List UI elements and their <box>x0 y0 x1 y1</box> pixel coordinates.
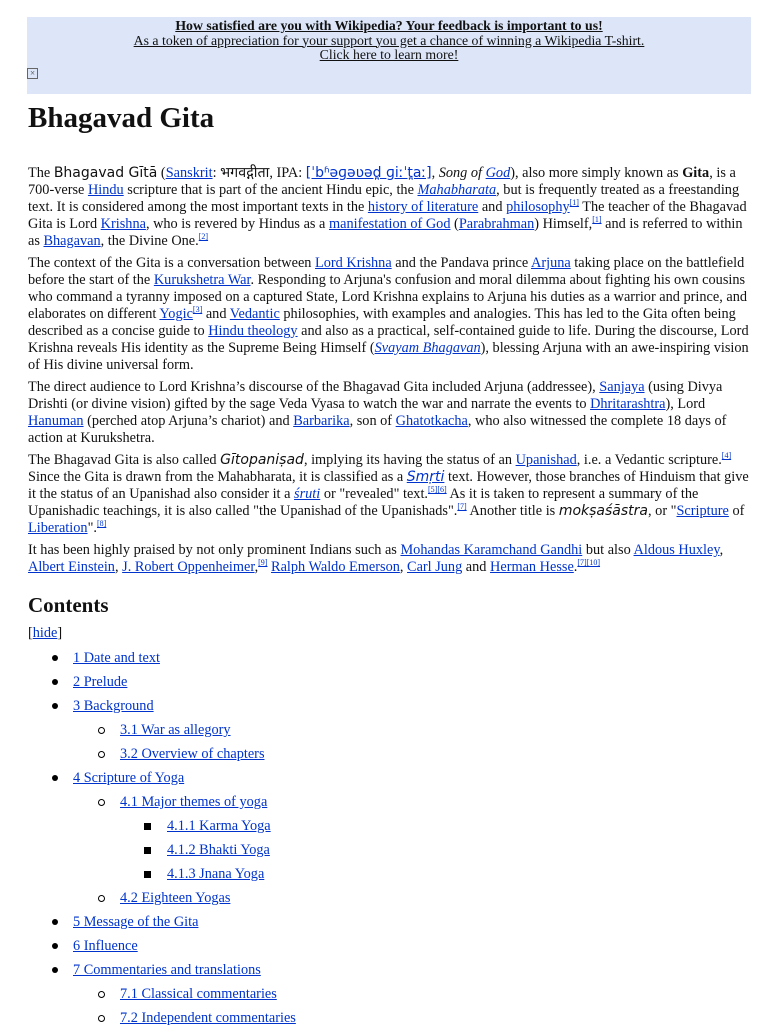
toc-link[interactable]: 1 Date and text <box>73 650 160 666</box>
link-manifestation-of-god[interactable]: manifestation of God <box>328 216 451 232</box>
toc-item <box>28 670 752 694</box>
link-kurukshetra-war[interactable]: Kurukshetra War <box>153 272 251 288</box>
text: (perched atop Arjuna’s chariot) and <box>83 413 294 429</box>
square-bullet-icon <box>144 847 151 854</box>
toc-link[interactable]: 3.1 War as allegory <box>120 722 231 738</box>
toc-link[interactable]: 4.1.3 Jnana Yoga <box>167 866 265 882</box>
link-einstein[interactable]: Albert Einstein <box>28 559 115 575</box>
text: , who is revered by Hindus as a <box>145 216 329 232</box>
text: and is referred to within as <box>28 216 743 249</box>
text: , implying its having the status of an <box>303 452 516 468</box>
citation-link[interactable]: [2] <box>198 232 209 241</box>
text: ( <box>450 216 459 232</box>
square-bullet-icon <box>144 871 151 878</box>
close-icon[interactable]: × <box>27 68 38 79</box>
text: and <box>478 199 507 215</box>
link-history-of-literature[interactable]: history of literature <box>367 199 479 215</box>
link-smriti[interactable]: Smṛti <box>406 469 445 485</box>
text: . Responding to Arjuna's confusion and moral dilemma about fighting his own cousins who command a tyranny imposed on a captured State, Lord Krishna explains to Arjuna his duties as a warrior and prince, and elaborates on different <box>28 272 748 322</box>
link-krishna[interactable]: Krishna <box>100 216 146 232</box>
link-barbarika[interactable]: Barbarika <box>293 413 350 429</box>
citation-link[interactable]: [7] <box>457 502 467 511</box>
toc-toggle <box>28 625 752 642</box>
link-scripture[interactable]: Scripture <box>676 503 729 519</box>
toc-item <box>28 862 752 886</box>
toc-item <box>28 958 752 982</box>
text: and <box>202 306 230 322</box>
text: text. However, those branches of Hinduism that give it the status of an Upanishad also consider it a <box>28 469 749 502</box>
link-mahabharata[interactable]: Mahabharata <box>417 182 497 198</box>
link-hanuman[interactable]: Hanuman <box>28 413 84 429</box>
text: and the Pandava prince <box>391 255 532 271</box>
link-ipa[interactable]: [ˈbʱəɡəʋəd̪ ɡiːˈt̪aː] <box>305 165 432 181</box>
italic-term: mokṣaśāstra <box>558 503 649 519</box>
toc-heading: Contents <box>28 593 109 617</box>
disc-bullet-icon <box>52 655 58 661</box>
text: Another title is <box>466 503 559 519</box>
toc-item <box>28 814 752 838</box>
toc-item <box>28 790 752 814</box>
toc-item <box>28 838 752 862</box>
citation-link[interactable]: [1] <box>592 215 602 224</box>
banner-tshirt-link[interactable]: As a token of appreciation for your support you get a chance of winning a Wikipedia T-shirt. <box>133 32 645 48</box>
bold-text: Gita <box>682 165 710 181</box>
toc-link[interactable]: 3.2 Overview of chapters <box>120 746 265 762</box>
toc-item <box>28 742 752 766</box>
text: or "revealed" text. <box>320 486 428 502</box>
link-hesse[interactable]: Herman Hesse <box>490 559 574 575</box>
toc-item <box>28 934 752 958</box>
circle-bullet-icon <box>98 727 105 734</box>
citation-link[interactable]: [9] <box>258 558 268 567</box>
text: ), blessing Arjuna with an awe-inspiring vision of His divine universal form. <box>28 340 749 373</box>
toc-link[interactable]: 2 Prelude <box>73 674 128 690</box>
disc-bullet-icon <box>52 703 58 709</box>
circle-bullet-icon <box>98 895 105 902</box>
link-svayam-bhagavan[interactable]: Svayam Bhagavan <box>374 340 481 356</box>
text: As it is taken to represent a summary of the Upanishadic teachings, it is also called "the Upanishad of the Upanishads". <box>28 486 699 519</box>
text: ( <box>157 165 166 181</box>
link-sruti[interactable]: śruti <box>294 486 321 502</box>
disc-bullet-icon <box>52 919 58 925</box>
text: ), also more simply known as <box>510 165 683 181</box>
text: ) Himself, <box>534 216 593 232</box>
text: , son of <box>349 413 396 429</box>
toc-item <box>28 982 752 1006</box>
toc-item <box>28 886 752 910</box>
link-sanjaya[interactable]: Sanjaya <box>599 379 645 395</box>
toc-hide-link[interactable]: hide <box>32 625 58 641</box>
text: The Bhagavad Gita is also called <box>28 452 221 468</box>
square-bullet-icon <box>144 823 151 830</box>
link-huxley[interactable]: Aldous Huxley <box>633 542 720 558</box>
text: , who also witnessed the complete 18 days of action at Kurukshetra. <box>28 413 727 446</box>
text: : भगवद्गीता, IPA: <box>212 165 306 181</box>
disc-bullet-icon <box>52 775 58 781</box>
link-vedantic[interactable]: Vedantic <box>229 306 280 322</box>
text: taking place on the battlefield before the start of the <box>28 255 745 288</box>
toc-item <box>28 910 752 934</box>
text: It has been highly praised by not only prominent Indians such as <box>28 542 401 558</box>
text: . <box>573 559 578 575</box>
link-ghatotkacha[interactable]: Ghatotkacha <box>395 413 468 429</box>
status-paragraph <box>28 452 752 537</box>
feedback-banner <box>27 17 751 94</box>
toc-link[interactable]: 4 Scripture of Yoga <box>73 770 185 786</box>
text: philosophies, with examples and analogies. This has led to the Gita often being described as a concise guide to <box>28 306 736 339</box>
link-hindu-theology[interactable]: Hindu theology <box>208 323 298 339</box>
intro-paragraph <box>28 165 752 250</box>
page-title: Bhagavad Gita <box>28 102 215 134</box>
link-arjuna[interactable]: Arjuna <box>531 255 571 271</box>
text: , <box>399 559 408 575</box>
circle-bullet-icon <box>98 799 105 806</box>
link-sanskrit[interactable]: Sanskrit <box>165 165 213 181</box>
text: (using Divya Drishti (or divine vision) gifted by the sage Veda Vyasa to watch the war and narrate the events to <box>28 379 723 412</box>
link-gandhi[interactable]: Mohandas Karamchand Gandhi <box>400 542 583 558</box>
toc-link[interactable]: 7.2 Independent commentaries <box>120 1010 296 1026</box>
toc-item <box>28 718 752 742</box>
disc-bullet-icon <box>52 967 58 973</box>
text: ), Lord <box>665 396 706 412</box>
article-subject: Bhagavad Gītā <box>53 165 158 181</box>
link-hindu[interactable]: Hindu <box>87 182 124 198</box>
circle-bullet-icon <box>98 991 105 998</box>
toc-item <box>28 646 752 670</box>
banner-headline[interactable]: How satisfied are you with Wikipedia? Your feedback is important to us! <box>175 18 603 33</box>
circle-bullet-icon <box>98 1015 105 1022</box>
text: The context of the Gita is a conversation between <box>28 255 316 271</box>
link-yogic[interactable]: Yogic <box>159 306 193 322</box>
circle-bullet-icon <box>98 751 105 758</box>
bracket: ] <box>57 625 63 641</box>
disc-bullet-icon <box>52 943 58 949</box>
text: , <box>254 559 259 575</box>
text: , <box>114 559 123 575</box>
text: The <box>28 165 54 181</box>
text: , <box>719 542 724 558</box>
link-parabrahman[interactable]: Parabrahman <box>458 216 535 232</box>
disc-bullet-icon <box>52 679 58 685</box>
link-emerson[interactable]: Ralph Waldo Emerson <box>271 559 400 575</box>
text: and also as a practical, self-contained guide to life. During the discourse, Lord Krishna reveals His identity as the Supreme Being Himself ( <box>28 323 749 356</box>
toc-link[interactable]: 4.2 Eighteen Yogas <box>120 890 231 906</box>
citation-link[interactable]: [1] <box>569 198 579 207</box>
link-oppenheimer[interactable]: J. Robert Oppenheimer <box>122 559 255 575</box>
toc-item <box>28 1006 752 1030</box>
table-of-contents <box>28 646 752 1030</box>
toc-link[interactable]: 4.1.2 Bhakti Yoga <box>167 842 270 858</box>
text: , or " <box>648 503 677 519</box>
citation-link[interactable]: [4] <box>721 451 732 460</box>
text: The direct audience to Lord Krishna’s discourse of the Bhagavad Gita included Arjuna (addressee), <box>28 379 600 395</box>
text: but also <box>582 542 634 558</box>
citation-link[interactable]: [7][10] <box>577 558 601 567</box>
text: Song of <box>438 165 486 181</box>
link-lord-krishna[interactable]: Lord Krishna <box>315 255 392 271</box>
text: ". <box>87 520 97 536</box>
toc-link[interactable]: 7 Commentaries and translations <box>73 962 261 978</box>
text: scripture that is part of the ancient Hindu epic, the <box>123 182 418 198</box>
text: , <box>431 165 439 181</box>
link-liberation[interactable]: Liberation <box>28 520 88 536</box>
banner-learn-more-link[interactable]: Click here to learn more! <box>319 47 459 62</box>
praise-paragraph <box>28 542 752 576</box>
article-body <box>28 165 752 1030</box>
bracket: [ <box>28 625 33 641</box>
italic-term: Gītopaniṣad <box>220 452 304 468</box>
audience-paragraph <box>28 379 752 447</box>
text: and <box>462 559 491 575</box>
toc-link[interactable]: 6 Influence <box>73 938 138 954</box>
link-philosophy[interactable]: philosophy <box>506 199 570 215</box>
text: , the Divine One. <box>100 233 199 249</box>
text: , i.e. a Vedantic scripture. <box>576 452 722 468</box>
toc-item <box>28 766 752 790</box>
citation-link[interactable]: [5][6] <box>428 485 447 494</box>
toc-link[interactable]: 5 Message of the Gita <box>73 914 199 930</box>
citation-link[interactable]: [3] <box>192 305 203 314</box>
link-bhagavan[interactable]: Bhagavan <box>43 233 101 249</box>
link-dhritarashtra[interactable]: Dhritarashtra <box>590 396 666 412</box>
text: Since the Gita is drawn from the Mahabharata, it is classified as a <box>28 469 407 485</box>
text: The teacher of the Bhagavad Gita is Lord <box>28 199 747 232</box>
toc-item <box>28 694 752 718</box>
text: of <box>728 503 745 519</box>
link-god[interactable]: God <box>485 165 511 181</box>
link-upanishad[interactable]: Upanishad <box>515 452 577 468</box>
toc-link[interactable]: 4.1 Major themes of yoga <box>120 794 268 810</box>
citation-link[interactable]: [8] <box>96 519 107 528</box>
link-jung[interactable]: Carl Jung <box>407 559 463 575</box>
context-paragraph <box>28 255 752 374</box>
text: , but is frequently treated as a freestanding text. It is considered among the most important texts in the <box>28 182 740 215</box>
toc-link[interactable]: 7.1 Classical commentaries <box>120 986 277 1002</box>
toc-link[interactable]: 4.1.1 Karma Yoga <box>167 818 271 834</box>
toc-link[interactable]: 3 Background <box>73 698 154 714</box>
text: , is a 700-verse <box>28 165 736 198</box>
